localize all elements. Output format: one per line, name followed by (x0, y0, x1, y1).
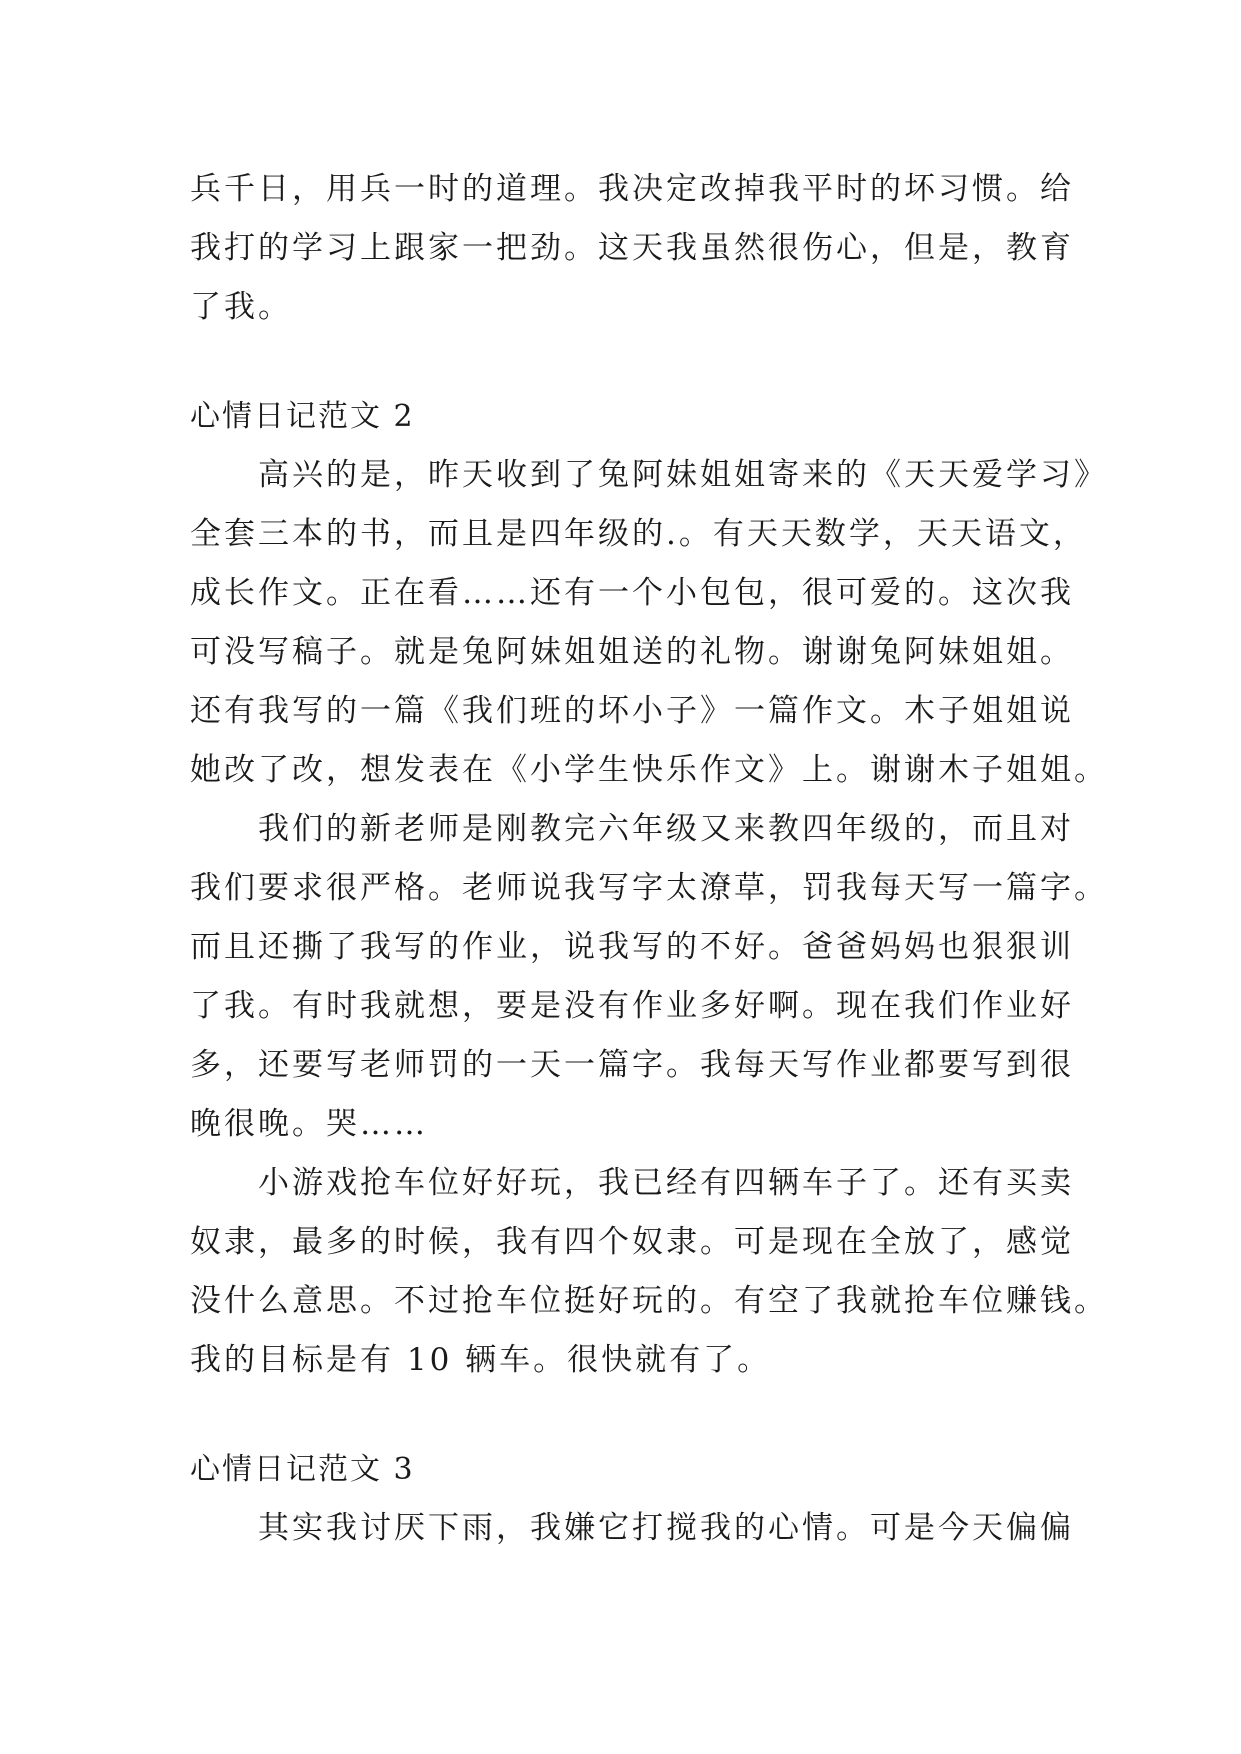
text-line: 而且还撕了我写的作业，说我写的不好。爸爸妈妈也狠狠训 (190, 929, 1074, 965)
section-gap (190, 337, 1052, 387)
text-line: 多，还要写老师罚的一天一篇字。我每天写作业都要写到很 (190, 1047, 1074, 1083)
section-1-tail (190, 160, 1074, 337)
paragraph (190, 446, 1108, 800)
text-line: 我们的新老师是刚教完六年级又来教四年级的，而且对 (258, 811, 1074, 847)
text-line: 我打的学习上跟家一把劲。这天我虽然很伤心，但是，教育 (190, 230, 1074, 266)
paragraph (190, 1154, 1108, 1390)
document-body (190, 160, 1108, 1558)
text-line: 全套三本的书，而且是四年级的.。有天天数学，天天语文， (190, 516, 1087, 552)
paragraph (190, 1499, 1074, 1558)
section-gap (190, 1390, 1052, 1440)
text-line: 成长作文。正在看……还有一个小包包，很可爱的。这次我 (190, 575, 1074, 611)
section-heading: 心情日记范文 3 (190, 1452, 415, 1487)
text-line: 小游戏抢车位好好玩，我已经有四辆车子了。还有买卖 (258, 1165, 1074, 1201)
text-line: 可没写稿子。就是兔阿妹姐姐送的礼物。谢谢兔阿妹姐姐。 (190, 634, 1074, 670)
text-line: 其实我讨厌下雨，我嫌它打搅我的心情。可是今天偏偏 (258, 1510, 1074, 1546)
section-2 (190, 387, 1108, 1390)
text-line: 没什么意思。不过抢车位挺好玩的。有空了我就抢车位赚钱。 (190, 1283, 1108, 1319)
text-line: 兵千日，用兵一时的道理。我决定改掉我平时的坏习惯。给 (190, 171, 1074, 207)
text-line: 奴隶，最多的时候，我有四个奴隶。可是现在全放了，感觉 (190, 1224, 1074, 1260)
text-line: 了我。 (190, 289, 292, 325)
text-line: 高兴的是，昨天收到了兔阿妹姐姐寄来的《天天爱学习》 (258, 457, 1108, 493)
section-3 (190, 1440, 1074, 1558)
section-heading: 心情日记范文 2 (190, 399, 415, 434)
text-line: 晚很晚。哭…… (190, 1106, 428, 1142)
text-line: 我们要求很严格。老师说我写字太潦草，罚我每天写一篇字。 (190, 870, 1108, 906)
text-line: 她改了改，想发表在《小学生快乐作文》上。谢谢木子姐姐。 (190, 752, 1108, 788)
paragraph (190, 800, 1108, 1154)
text-line: 了我。有时我就想，要是没有作业多好啊。现在我们作业好 (190, 988, 1074, 1024)
text-line: 还有我写的一篇《我们班的坏小子》一篇作文。木子姐姐说 (190, 693, 1074, 729)
text-line: 我的目标是有 10 辆车。很快就有了。 (190, 1342, 772, 1378)
